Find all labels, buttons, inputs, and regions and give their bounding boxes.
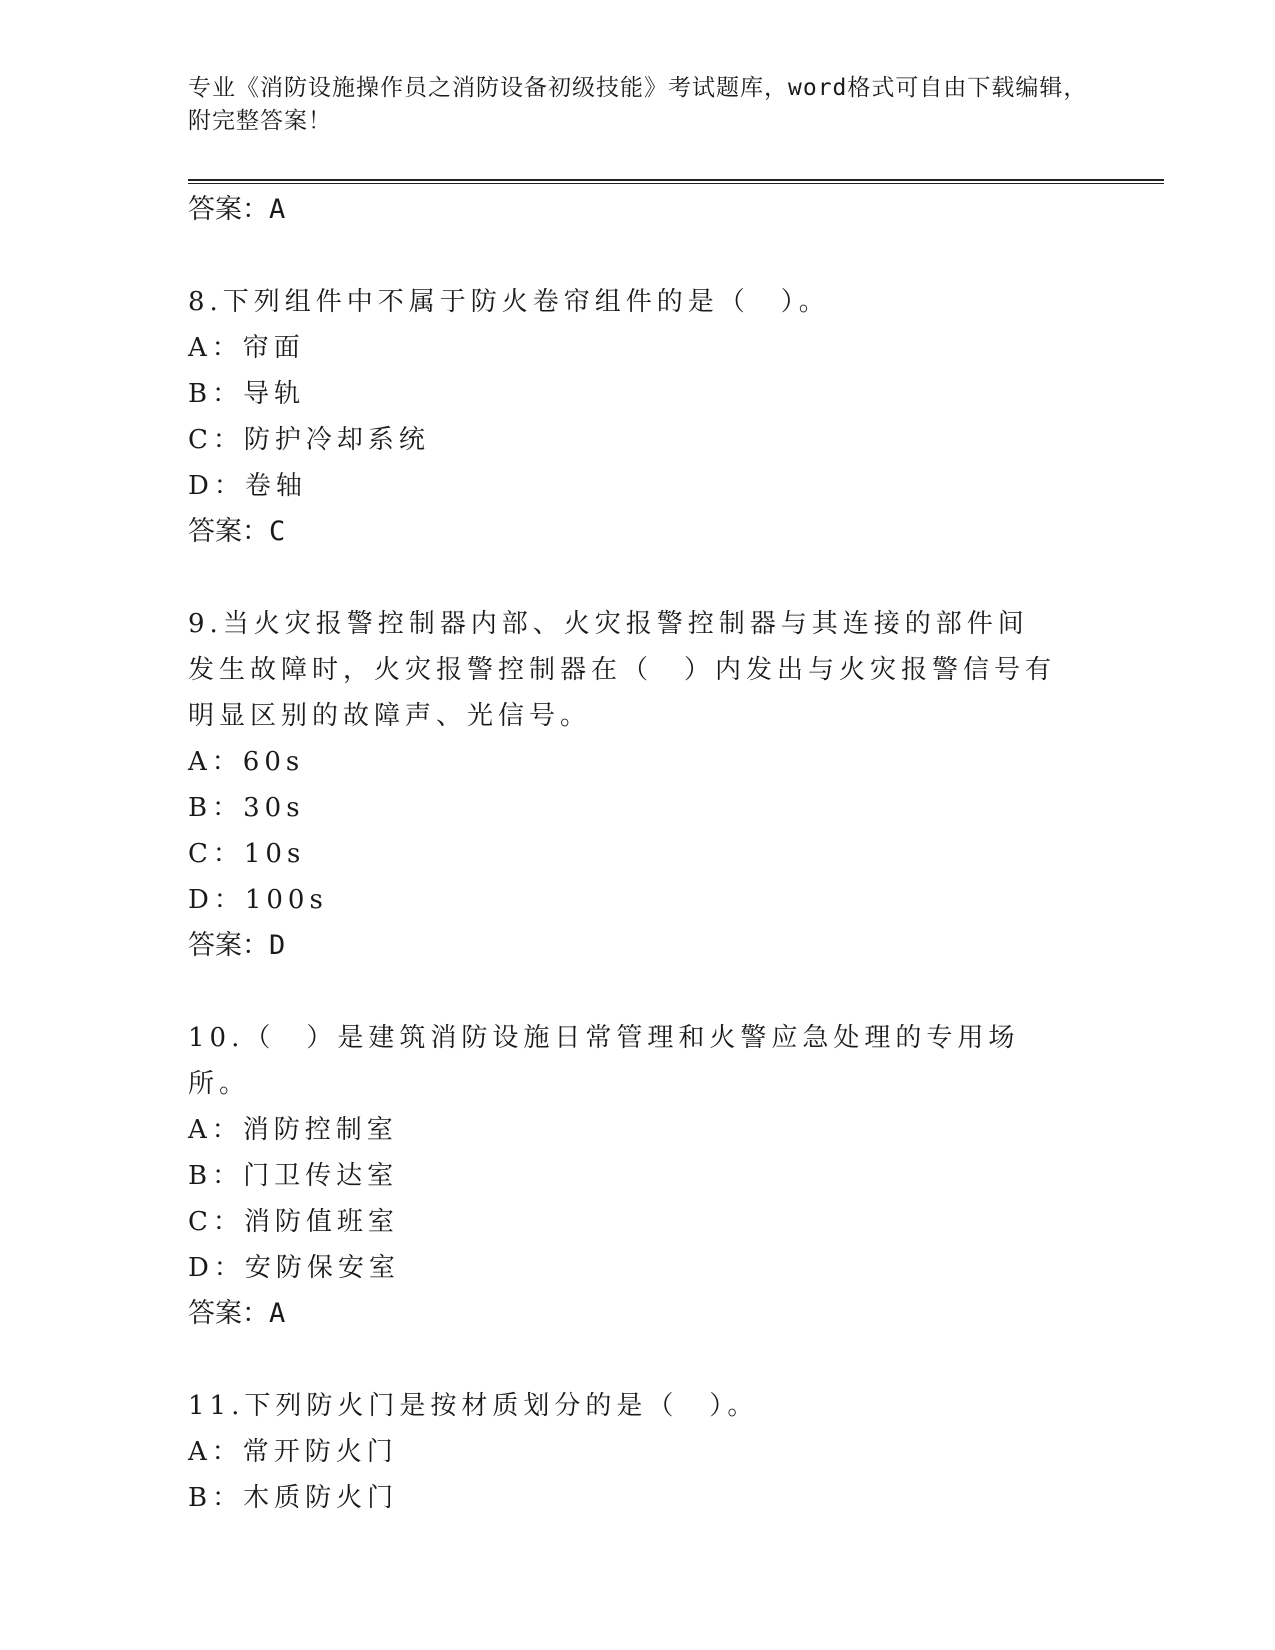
option-b: B：导轨 <box>188 379 306 409</box>
answer-value: A <box>269 194 286 225</box>
option-b: B：木质防火门 <box>188 1483 399 1513</box>
question-text: 10.（ ）是建筑消防设施日常管理和火警应急处理的专用场所。 <box>188 1023 1020 1099</box>
option-c: C：消防值班室 <box>188 1207 399 1237</box>
option-b: B：30s <box>188 793 305 823</box>
option-a: A：消防控制室 <box>188 1115 398 1145</box>
option-c: C：防护冷却系统 <box>188 425 430 455</box>
header-divider <box>188 179 1164 184</box>
option-d: D：100s <box>188 885 328 915</box>
option-d: D：卷轴 <box>188 471 307 501</box>
answer-label: 答案： <box>188 194 269 225</box>
header-text: 专业《消防设施操作员之消防设备初级技能》考试题库，word格式可自由下载编辑，附完整答案！ <box>188 75 1088 134</box>
option-a: A：常开防火门 <box>188 1437 398 1467</box>
option-d: D：安防保安室 <box>188 1253 400 1283</box>
answer-value: A <box>269 1298 286 1329</box>
question-text: 11.下列防火门是按材质划分的是（ ）。 <box>188 1391 759 1421</box>
answer-value: C <box>269 516 286 547</box>
answer-value: D <box>269 930 286 961</box>
answer-label: 答案： <box>188 930 269 961</box>
question-text: 8.下列组件中不属于防火卷帘组件的是（ ）。 <box>188 287 830 317</box>
question-list <box>188 187 1088 1521</box>
option-c: C：10s <box>188 839 306 869</box>
answer-label: 答案： <box>188 1298 269 1329</box>
question-text: 9.当火灾报警控制器内部、火灾报警控制器与其连接的部件间发生故障时，火灾报警控制器在（ ）内发出与火灾报警信号有明显区别的故障声、光信号。 <box>188 609 1057 731</box>
question-item <box>188 1015 1088 1337</box>
question-answer <box>188 509 1088 555</box>
document-header <box>188 72 1088 138</box>
option-b: B：门卫传达室 <box>188 1161 399 1191</box>
question-answer <box>188 1291 1088 1337</box>
question-answer <box>188 923 1088 969</box>
previous-answer <box>188 187 1088 233</box>
answer-label: 答案： <box>188 516 269 547</box>
question-item <box>188 601 1088 969</box>
option-a: A：帘面 <box>188 333 305 363</box>
question-item <box>188 1383 1088 1521</box>
question-item <box>188 279 1088 555</box>
option-a: A：60s <box>188 747 305 777</box>
